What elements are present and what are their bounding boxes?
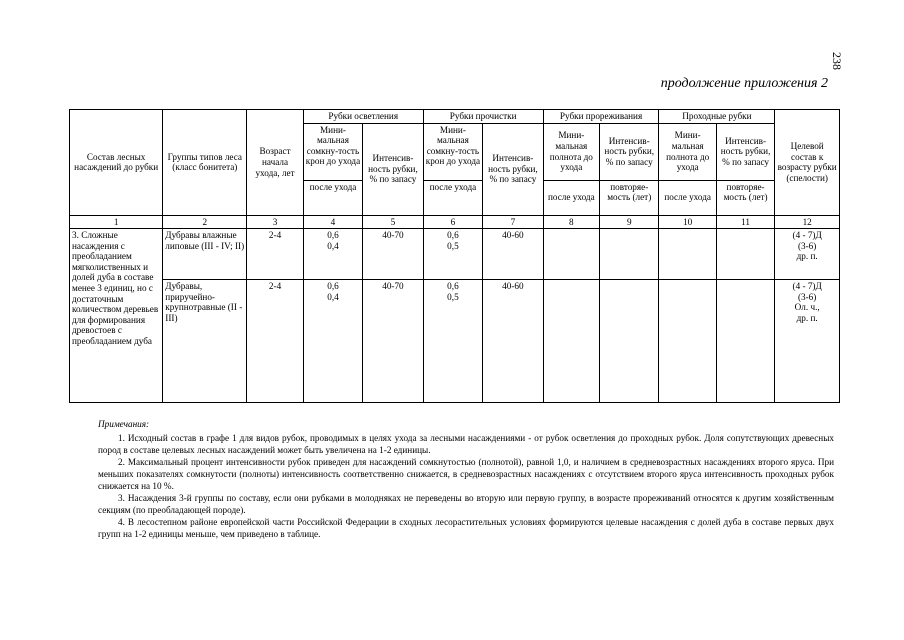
density-before: 0,6 <box>447 230 459 241</box>
density-before: 0,6 <box>327 281 339 292</box>
target-cell <box>775 229 840 280</box>
column-number: 6 <box>423 215 482 229</box>
target-line: Ол. ч., <box>794 302 820 313</box>
target-line: др. п. <box>796 312 818 323</box>
target-cell <box>775 280 840 403</box>
osv-density-cell <box>303 229 362 280</box>
header-intensity-pct: Интенсив-ность рубки, % по запасу <box>600 123 659 180</box>
osv-intensity-cell: 40-70 <box>363 280 423 403</box>
density-before: 0,6 <box>447 281 459 292</box>
pro-intensity-cell: 40-60 <box>483 280 543 403</box>
header-min-crown-density: Мини-мальная сомкну-тость крон до ухода <box>303 123 362 180</box>
density-after: 0,4 <box>327 240 339 251</box>
forest-type-cell: Дубравы, приручейно-крупнотравные (II - III) <box>163 280 247 403</box>
header-group-prorezhivanie: Рубки прореживания <box>543 110 659 124</box>
header-after-care: после ухода <box>543 180 599 215</box>
column-number: 7 <box>483 215 543 229</box>
notes-title: Примечания: <box>98 419 150 429</box>
density-after: 0,5 <box>447 240 459 251</box>
header-after-care: после ухода <box>423 180 482 215</box>
header-intensity-pct: Интенсив-ность рубки, % по запасу <box>716 123 774 180</box>
header-intensity: Интенсив-ность рубки, % по запасу <box>483 123 543 215</box>
target-line: (3-6) <box>797 240 817 251</box>
target-line: (4 - 7)Д <box>792 230 822 241</box>
note-item: 4. В лесостепном районе европейской части Российской Федерации в сходных лесорастительных условиях формируются целевые насаждения с долей дуба в составе первых двух групп на 1-2 единицы меньше, чем приведено в таблице. <box>98 516 834 539</box>
pro-density-cell <box>423 280 482 403</box>
column-number: 8 <box>543 215 599 229</box>
column-number: 3 <box>247 215 303 229</box>
note-item: 3. Насаждения 3-й группы по составу, если они рубками в молодняках не переведены во вторую или первую группу, в возрасте прореживаний относятся к другим хозяйственным секциям (по преобладающей породе). <box>98 492 834 515</box>
density-before: 0,6 <box>327 230 339 241</box>
notes-section <box>98 419 834 541</box>
density-after: 0,4 <box>327 291 339 302</box>
target-line: др. п. <box>796 251 818 262</box>
column-number: 4 <box>303 215 362 229</box>
target-line: (4 - 7)Д <box>792 281 822 292</box>
header-min-crown-density: Мини-мальная сомкну-тость крон до ухода <box>423 123 482 180</box>
empty-cell <box>659 280 716 403</box>
header-min-fullness: Мини-мальная полнота до ухода <box>659 123 716 180</box>
forest-type-cell: Дубравы влажные липовые (III - IV; II) <box>163 229 247 280</box>
header-after-care: после ухода <box>659 180 716 215</box>
header-row-groups <box>70 110 840 124</box>
empty-cell <box>716 280 774 403</box>
pro-intensity-cell: 40-60 <box>483 229 543 280</box>
age-cell: 2-4 <box>247 229 303 280</box>
header-group-osvetlenie: Рубки осветления <box>303 110 423 124</box>
column-number: 5 <box>363 215 423 229</box>
header-repeatability: повторяе-мость (лет) <box>716 180 774 215</box>
age-cell: 2-4 <box>247 280 303 403</box>
header-age: Возраст начала ухода, лет <box>247 110 303 216</box>
column-number: 1 <box>70 215 163 229</box>
header-intensity: Интенсив-ность рубки, % по запасу <box>363 123 423 215</box>
column-numbers-row <box>70 215 840 229</box>
density-after: 0,5 <box>447 291 459 302</box>
empty-cell <box>716 229 774 280</box>
header-repeatability: повторяе-мость (лет) <box>600 180 659 215</box>
header-min-fullness: Мини-мальная полнота до ухода <box>543 123 599 180</box>
table-row <box>70 229 840 280</box>
target-line: (3-6) <box>797 291 817 302</box>
osv-density-cell <box>303 280 362 403</box>
forest-care-table <box>69 109 840 403</box>
empty-cell <box>600 280 659 403</box>
osv-intensity-cell: 40-70 <box>363 229 423 280</box>
column-number: 11 <box>716 215 774 229</box>
header-forest-types: Группы типов леса (класс бонитета) <box>163 110 247 216</box>
table-row <box>70 280 840 403</box>
column-number: 10 <box>659 215 716 229</box>
composition-cell: 3. Сложные насаждения с преобладанием мягколиственных и долей дуба в составе менее 3 единиц, но с достаточным количеством деревьев для формирования древостоев с преобладанием дуба <box>70 229 163 403</box>
page-number: 238 <box>830 52 844 70</box>
header-group-prohodnye: Проходные рубки <box>659 110 775 124</box>
header-after-care: после ухода <box>303 180 362 215</box>
header-composition: Состав лесных насаждений до рубки <box>70 110 163 216</box>
empty-cell <box>659 229 716 280</box>
column-number: 12 <box>775 215 840 229</box>
empty-cell <box>600 229 659 280</box>
column-number: 2 <box>163 215 247 229</box>
empty-cell <box>543 280 599 403</box>
empty-cell <box>543 229 599 280</box>
header-group-prochistka: Рубки прочистки <box>423 110 543 124</box>
header-target: Целевой состав к возрасту рубки (спелости) <box>775 110 840 216</box>
pro-density-cell <box>423 229 482 280</box>
page-subtitle: продолжение приложения 2 <box>660 76 828 91</box>
column-number: 9 <box>600 215 659 229</box>
note-item: 2. Максимальный процент интенсивности рубок приведен для насаждений сомкнутостью (полнотой), равной 1,0, и наличием в средневозрастных насаждениях второго яруса. При меньших показателях сомкнутости (полноты) интенсивность соответственно снижается, в средневозрастных насаждениях с отсутствием второго яруса интенсивность проходных рубок снижается на 10 %. <box>98 456 834 491</box>
note-item: 1. Исходный состав в графе 1 для видов рубок, проводимых в целях ухода за лесными насаждениями - от рубок осветления до проходных рубок. Доля сопутствующих древесных пород в составе целевых лесных насаждений может быть увеличена на 1-2 единицы. <box>98 432 834 455</box>
